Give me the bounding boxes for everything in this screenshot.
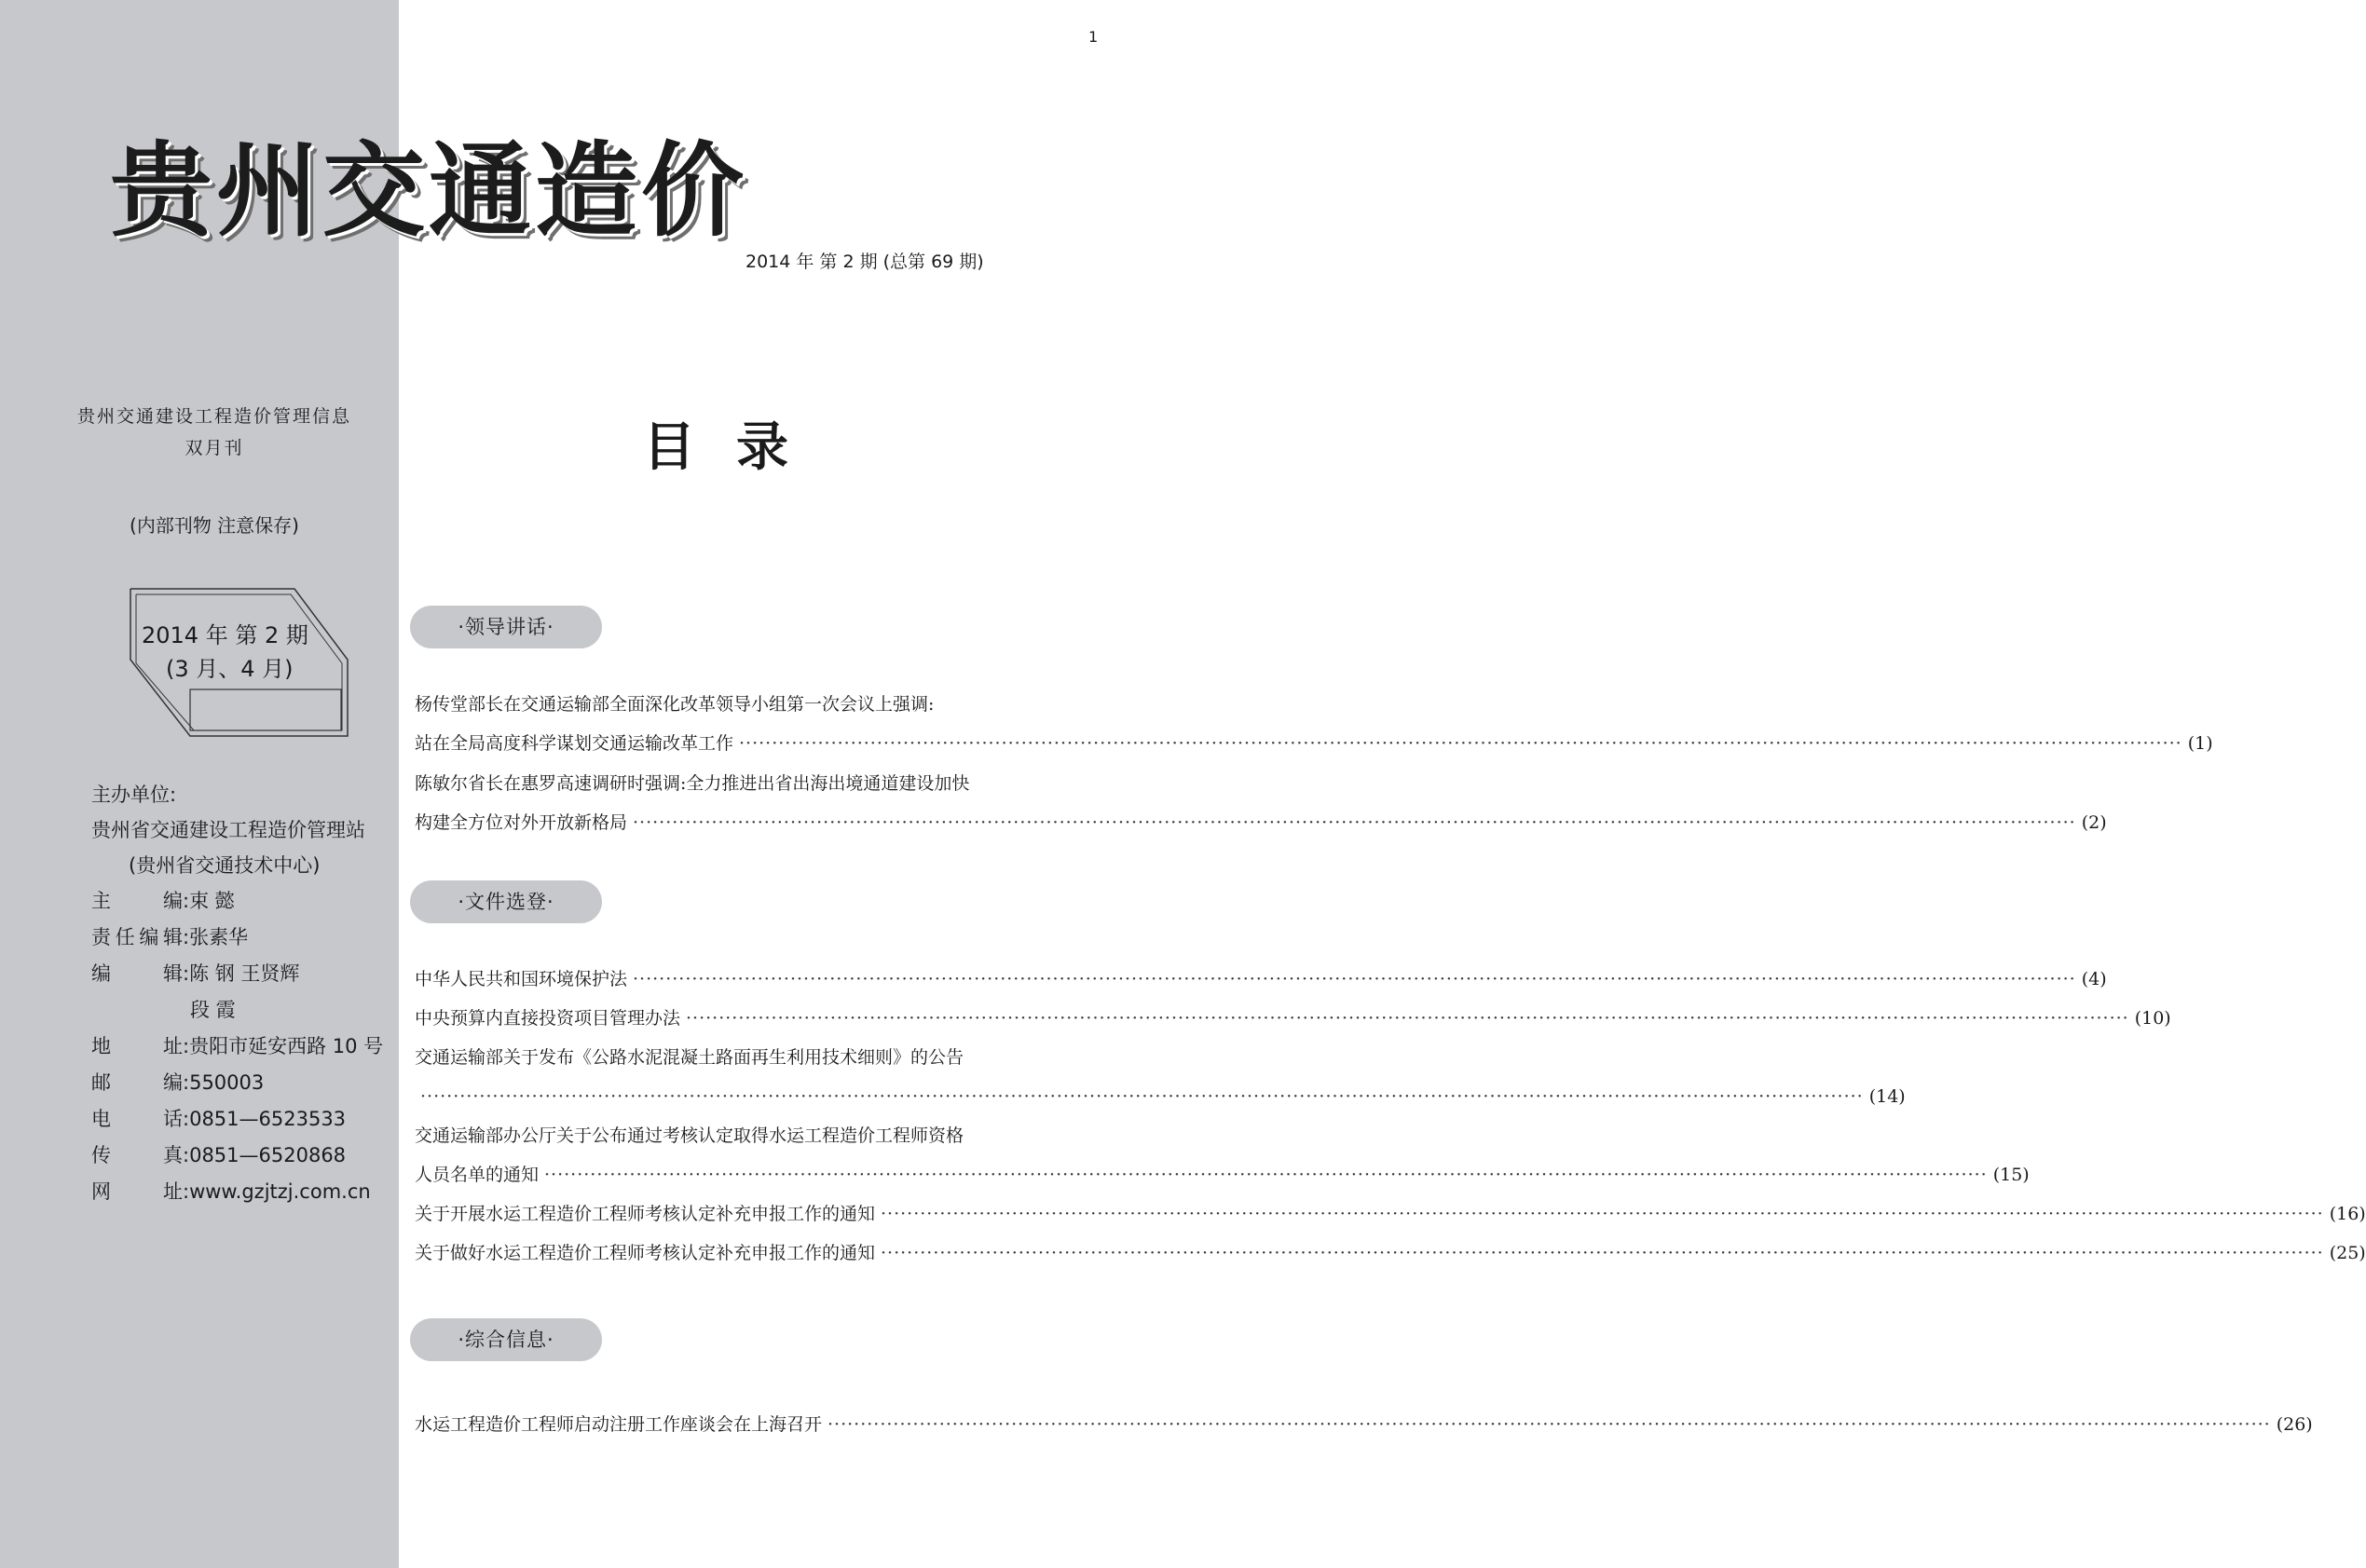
magazine-masthead: 贵州交通造价 [110, 130, 747, 251]
info-label: 编辑 [91, 962, 183, 985]
page-number: 1 [1088, 28, 1099, 46]
toc-leader-dots: ···························································································································································································································· [633, 812, 2076, 833]
info-row [91, 816, 365, 844]
toc-entry-title: 关于开展水运工程造价工程师考核认定补充申报工作的通知 [415, 1204, 876, 1224]
toc-leader-dots: ···························································································································································································································· [881, 1204, 2324, 1224]
info-row [91, 923, 248, 951]
toc-leader-dots: ···························································································································································································································· [544, 1165, 1988, 1185]
info-value: 束 懿 [189, 890, 235, 912]
toc-page-number: (26) [2276, 1414, 2313, 1435]
toc-entry[interactable] [415, 1038, 1906, 1116]
info-label: 电话 [91, 1108, 183, 1130]
toc-leader-dots: ···························································································································································································································· [739, 733, 2182, 754]
toc-entry-line [415, 724, 2213, 763]
info-colon: : [183, 1108, 190, 1130]
issue-date-box [129, 587, 348, 742]
info-label: 网址 [91, 1180, 183, 1203]
toc-title: 目录 [643, 416, 829, 478]
publication-frequency: 双月刊 [185, 438, 244, 458]
info-row [129, 852, 320, 879]
info-colon: : [183, 1144, 190, 1166]
toc-entry-line [415, 1038, 1065, 1077]
toc-page-number: (15) [1992, 1165, 2030, 1185]
toc-entry[interactable] [415, 1234, 2366, 1273]
toc-entry[interactable] [415, 1116, 2030, 1194]
info-value: 贵阳市延安西路 10 号 [189, 1035, 384, 1057]
toc-entry-line [415, 1077, 1906, 1116]
toc-entry-line [415, 1116, 1065, 1155]
issue-line: 2014 年 第 2 期 (总第 69 期) [745, 252, 984, 272]
toc-entry-title: 站在全局高度科学谋划交通运输改革工作 [415, 733, 734, 754]
toc-leader-dots: ···························································································································································································································· [686, 1008, 2129, 1029]
info-row [91, 1032, 383, 1060]
info-colon: : [183, 962, 190, 985]
toc-entry-line [415, 1405, 2313, 1444]
info-value: 0851—6520868 [189, 1144, 347, 1166]
issue-year-number: 2014 年 第 2 期 [142, 622, 308, 648]
toc-entry[interactable] [415, 1194, 2366, 1234]
toc-entry-line [415, 1155, 2030, 1194]
section-heading: ·领导讲话· [410, 606, 602, 648]
info-row [190, 996, 236, 1024]
toc-entry-title: 杨传堂部长在交通运输部全面深化改革领导小组第一次会议上强调: [415, 694, 935, 715]
info-label: 地址 [91, 1035, 183, 1057]
toc-page-number: (25) [2329, 1243, 2366, 1263]
toc-page-number: (14) [1868, 1086, 1906, 1107]
toc-entry-line [415, 960, 2107, 999]
toc-leader-dots: ···························································································································································································································· [827, 1414, 2271, 1435]
info-colon: : [183, 926, 190, 948]
info-label: 邮编 [91, 1071, 183, 1094]
issue-stamp-box [190, 689, 341, 730]
toc-entry-line [415, 1194, 2366, 1234]
publication-description: 贵州交通建设工程造价管理信息 [76, 406, 351, 427]
info-value: 550003 [189, 1071, 265, 1094]
toc-entry-title: 关于做好水运工程造价工程师考核认定补充申报工作的通知 [415, 1243, 876, 1263]
toc-entry[interactable] [415, 999, 2171, 1038]
info-row [91, 1178, 371, 1206]
info-value: 张素华 [189, 926, 249, 948]
info-value: 0851—6523533 [189, 1108, 347, 1130]
toc-entry-line [415, 685, 1065, 724]
toc-entry[interactable] [415, 1405, 2313, 1444]
toc-page-number: (16) [2329, 1204, 2366, 1224]
toc-entry-title: 中华人民共和国环境保护法 [415, 969, 628, 989]
section-heading: ·综合信息· [410, 1318, 602, 1361]
toc-entry-line [415, 1234, 2366, 1273]
toc-page-number: (2) [2081, 812, 2107, 833]
toc-entry-title: 交通运输部关于发布《公路水泥混凝土路面再生利用技术细则》的公告 [415, 1047, 964, 1068]
toc-entry-title: 水运工程造价工程师启动注册工作座谈会在上海召开 [415, 1414, 823, 1435]
info-label: 责任编辑 [91, 926, 183, 948]
info-colon: : [183, 1180, 190, 1203]
info-colon: : [183, 1035, 190, 1057]
info-row [91, 1069, 264, 1097]
info-value: 段 霞 [190, 999, 236, 1021]
info-row [91, 1105, 346, 1133]
toc-leader-dots: ···························································································································································································································· [881, 1243, 2324, 1263]
toc-entry-title: 交通运输部办公厅关于公布通过考核认定取得水运工程造价工程师资格 [415, 1125, 964, 1146]
toc-page-number: (1) [2187, 733, 2213, 754]
info-row [91, 960, 299, 988]
info-colon: : [183, 890, 190, 912]
section-heading: ·文件选登· [410, 880, 602, 923]
info-value: 贵州省交通建设工程造价管理站 [91, 819, 365, 841]
toc-page-number: (4) [2081, 969, 2107, 989]
toc-leader-dots: ···························································································································································································································· [420, 1086, 1864, 1107]
toc-entry[interactable] [415, 960, 2107, 999]
info-row [91, 781, 176, 809]
toc-entry[interactable] [415, 685, 2213, 763]
info-label: 传真 [91, 1144, 183, 1166]
info-label: 主办单位: [91, 784, 177, 806]
internal-note: (内部刊物 注意保存) [130, 514, 299, 537]
toc-entry[interactable] [415, 764, 2107, 842]
toc-entry-line [415, 803, 2107, 842]
toc-entry-title: 人员名单的通知 [415, 1165, 540, 1185]
info-colon: : [183, 1071, 190, 1094]
toc-entry-title: 构建全方位对外开放新格局 [415, 812, 628, 833]
toc-entry-line [415, 764, 1065, 803]
toc-entry-title: 陈敏尔省长在惠罗高速调研时强调:全力推进出省出海出境通道建设加快 [415, 773, 970, 794]
toc-page-number: (10) [2134, 1008, 2171, 1029]
issue-months: (3 月、4 月) [166, 656, 294, 682]
info-value: 陈 钢 王贤辉 [189, 962, 300, 985]
info-label: 主编 [91, 890, 183, 912]
info-row [91, 1141, 346, 1169]
toc-leader-dots: ···························································································································································································································· [633, 969, 2076, 989]
toc-entry-title: 中央预算内直接投资项目管理办法 [415, 1008, 681, 1029]
info-value: www.gzjtzj.com.cn [189, 1180, 371, 1203]
info-row [91, 887, 235, 915]
info-value: (贵州省交通技术中心) [129, 854, 321, 877]
toc-entry-line [415, 999, 2171, 1038]
